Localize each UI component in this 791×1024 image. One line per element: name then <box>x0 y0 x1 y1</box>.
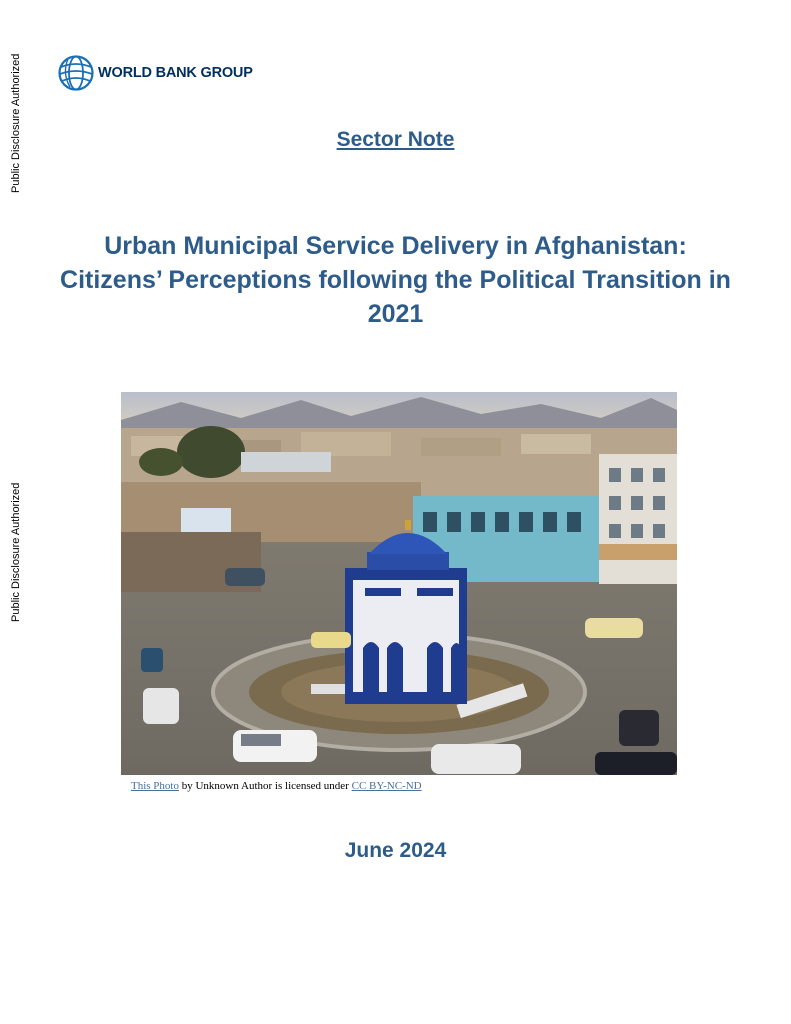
photo-credit <box>131 780 422 792</box>
document-type-heading: Sector Note <box>336 128 455 151</box>
globe-icon <box>58 55 94 91</box>
logo-text: WORLD BANK GROUP <box>98 65 253 81</box>
publication-date: June 2024 <box>344 839 447 862</box>
photo-source-link[interactable]: This Photo <box>131 780 179 792</box>
disclosure-label-top: Public Disclosure Authorized <box>10 53 22 193</box>
cover-photo <box>121 392 677 775</box>
license-link[interactable]: CC BY-NC-ND <box>351 780 422 792</box>
document-title: Urban Municipal Service Delivery in Afghanistan: Citizens’ Perceptions following the Political Transition in 2021 <box>60 232 731 328</box>
photo-credit-text: by Unknown Author is licensed under <box>178 780 352 792</box>
disclosure-label-middle: Public Disclosure Authorized <box>10 482 22 622</box>
world-bank-logo <box>58 55 253 91</box>
